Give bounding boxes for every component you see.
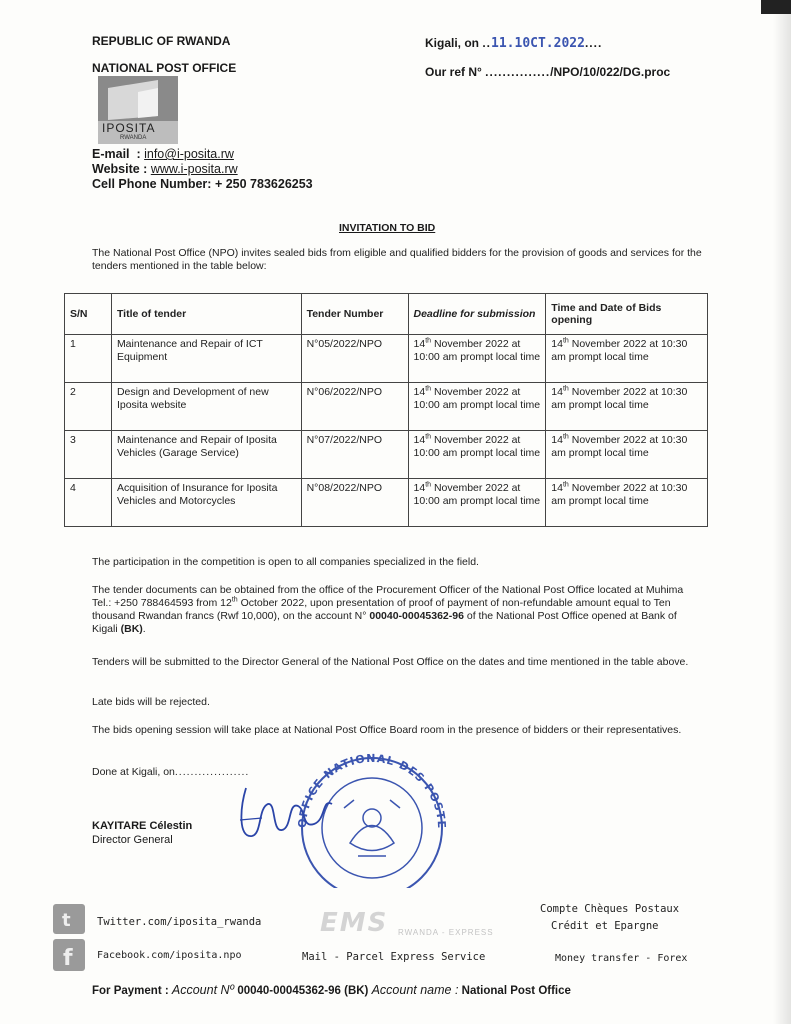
website-label: Website xyxy=(92,162,140,176)
documents-paragraph: The tender documents can be obtained from the office of the Procurement Officer of the National Post Office located at Muhima Tel.: +250 788464593 from 12th October 2022, upon presentation of proof of payment of non-refundable amount equal to Ten thousand Rwandan francs (Rwf 10,000), on the account N° 00040-00045362-96 of the National Post Office opened at Bank of Kigali (BK). xyxy=(92,584,684,635)
country-name: REPUBLIC OF RWANDA xyxy=(92,34,231,48)
iposita-logo xyxy=(98,76,178,144)
twitter-link[interactable]: Twitter.com/iposita_rwanda xyxy=(97,916,262,928)
payment-account: 00040-00045362-96 (BK) xyxy=(237,985,369,997)
intro-paragraph: The National Post Office (NPO) invites sealed bids from eligible and qualified bidders for the provision of goods and services for the tenders mentioned in the table below: xyxy=(92,247,702,272)
row-opening: 14th November 2022 at 10:30 am prompt local time xyxy=(546,335,708,383)
row-opening: 14th November 2022 at 10:30 am prompt local time xyxy=(546,431,708,479)
payment-name: National Post Office xyxy=(461,985,571,997)
table-row xyxy=(65,479,708,527)
payment-name-label: Account name : xyxy=(371,983,459,997)
credit-text: Crédit et Epargne xyxy=(551,920,659,932)
row-deadline: 14th November 2022 at 10:00 am prompt local time xyxy=(408,335,546,383)
handwritten-date: 11.10CT.2022 xyxy=(491,36,585,51)
row-sn: 4 xyxy=(65,479,112,527)
ref-value: /NPO/10/022/DG.proc xyxy=(550,65,671,79)
ref-label: Our ref N° xyxy=(425,65,482,79)
done-at-line: Done at Kigali, on................... xyxy=(92,766,250,778)
signatory-name: KAYITARE Célestin xyxy=(92,820,193,832)
row-number: N°05/2022/NPO xyxy=(301,335,408,383)
page-edge-shadow xyxy=(773,0,791,1024)
row-sn: 2 xyxy=(65,383,112,431)
header-sn: S/N xyxy=(65,294,112,335)
services-text: Mail - Parcel Express Service xyxy=(302,951,486,963)
row-title: Maintenance and Repair of Iposita Vehicles (Garage Service) xyxy=(111,431,301,479)
done-at-text: Done at Kigali, on xyxy=(92,766,175,778)
contact-block xyxy=(92,147,313,192)
row-number: N°07/2022/NPO xyxy=(301,431,408,479)
money-transfer-text: Money transfer - Forex xyxy=(555,953,688,964)
phone-number: + 250 783626253 xyxy=(214,177,313,191)
office-name: NATIONAL POST OFFICE xyxy=(92,61,237,75)
email-link[interactable]: info@i-posita.rw xyxy=(144,147,234,161)
table-row xyxy=(65,383,708,431)
participation-paragraph: The participation in the competition is open to all companies specialized in the field. xyxy=(92,556,479,568)
header-title: Title of tender xyxy=(111,294,301,335)
website-line: Website : www.i-posita.rw xyxy=(92,162,238,176)
payment-line xyxy=(92,983,571,997)
bank-name: (BK) xyxy=(120,623,143,635)
ems-subtext: RWANDA - EXPRESS xyxy=(398,928,494,937)
document-title: INVITATION TO BID xyxy=(339,222,436,234)
table-row xyxy=(65,335,708,383)
page-corner xyxy=(761,0,791,14)
row-deadline: 14th November 2022 at 10:00 am prompt local time xyxy=(408,431,546,479)
row-opening: 14th November 2022 at 10:30 am prompt local time xyxy=(546,383,708,431)
row-opening: 14th November 2022 at 10:30 am prompt local time xyxy=(546,479,708,527)
row-title: Maintenance and Repair of ICT Equipment xyxy=(111,335,301,383)
row-title: Design and Development of new Iposita website xyxy=(111,383,301,431)
header-deadline: Deadline for submission xyxy=(408,294,546,335)
late-bids-paragraph: Late bids will be rejected. xyxy=(92,696,210,708)
opening-session-paragraph: The bids opening session will take place at National Post Office Board room in the presence of bidders or their representatives. xyxy=(92,724,682,736)
table-header-row xyxy=(65,294,708,335)
row-title: Acquisition of Insurance for Iposita Vehicles and Motorcycles xyxy=(111,479,301,527)
facebook-icon xyxy=(53,939,85,971)
row-number: N°08/2022/NPO xyxy=(301,479,408,527)
account-number: 00040-00045362-96 xyxy=(369,610,464,622)
row-sn: 3 xyxy=(65,431,112,479)
email-line: E-mail : info@i-posita.rw xyxy=(92,147,234,161)
reference: Our ref N° .............../NPO/10/022/DG.proc xyxy=(425,65,671,79)
official-stamp xyxy=(232,748,452,888)
payment-account-label: Account Nº xyxy=(171,983,235,997)
table-row xyxy=(65,431,708,479)
row-number: N°06/2022/NPO xyxy=(301,383,408,431)
website-link[interactable]: www.i-posita.rw xyxy=(150,162,238,176)
facebook-link[interactable]: Facebook.com/iposita.npo xyxy=(97,950,242,961)
logo-text: IPOSITA xyxy=(102,121,156,135)
submission-paragraph: Tenders will be submitted to the Director General of the National Post Office on the dates and time mentioned in the table above. xyxy=(92,656,689,668)
email-label: E-mail xyxy=(92,147,130,161)
payment-label: For Payment : xyxy=(92,985,169,997)
tenders-table xyxy=(64,293,708,527)
place-date: Kigali, on ..11.10CT.2022.... xyxy=(425,36,603,51)
cheques-text: Compte Chèques Postaux xyxy=(540,903,680,915)
row-deadline: 14th November 2022 at 10:00 am prompt local time xyxy=(408,383,546,431)
stamp-text: OFFICE NATIONAL DES POSTE xyxy=(295,751,449,830)
header-number: Tender Number xyxy=(301,294,408,335)
twitter-icon xyxy=(53,904,85,934)
svg-text:t: t xyxy=(62,910,71,931)
signatory-role: Director General xyxy=(92,834,173,846)
ems-logo: EMS xyxy=(320,908,389,938)
row-sn: 1 xyxy=(65,335,112,383)
phone-line xyxy=(92,177,313,192)
logo-subtext: RWANDA xyxy=(120,135,147,141)
stamp-seal-icon xyxy=(232,748,452,888)
svg-text:f: f xyxy=(63,946,73,971)
header-opening: Time and Date of Bids opening xyxy=(546,294,708,335)
row-deadline: 14th November 2022 at 10:00 am prompt local time xyxy=(408,479,546,527)
place-date-label: Kigali, on xyxy=(425,36,479,50)
phone-label: Cell Phone Number: xyxy=(92,177,212,191)
